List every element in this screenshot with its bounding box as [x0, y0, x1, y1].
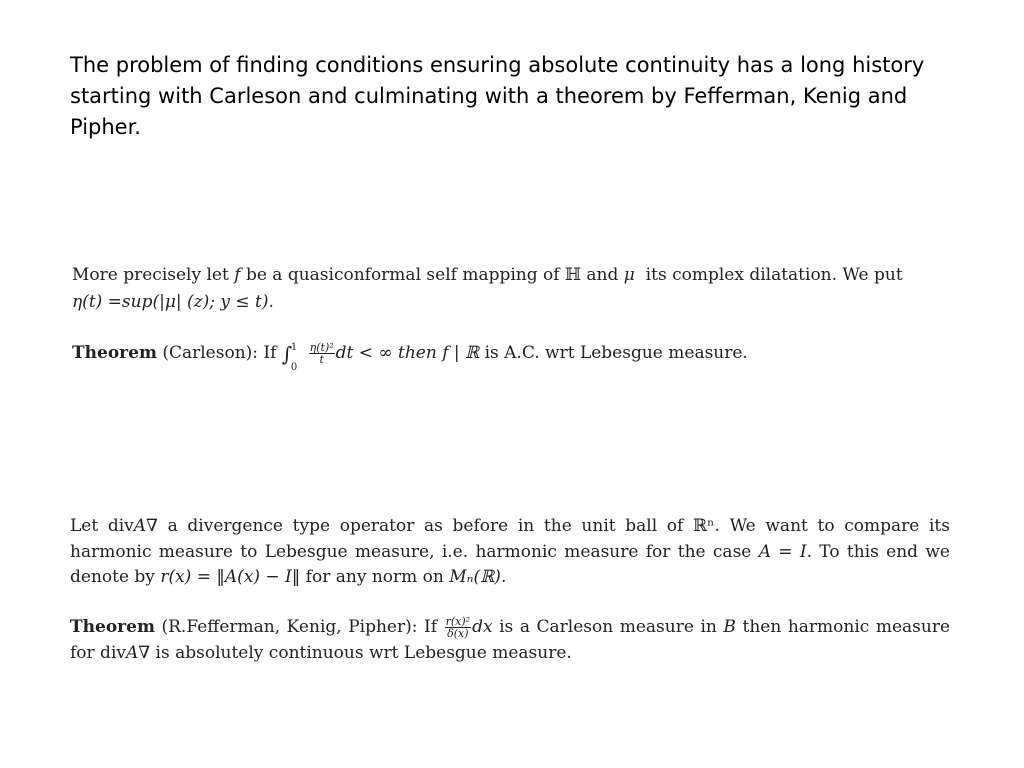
- math-text: dt < ∞ then: [335, 343, 437, 363]
- restriction: f | ℝ: [442, 343, 480, 363]
- math-upper-half-plane: ℍ: [564, 265, 582, 285]
- text: its complex dilatation. We put: [645, 265, 903, 285]
- conclusion: is A.C. wrt Lebesgue measure.: [484, 343, 748, 363]
- theorem-attribution: (Carleson): If: [162, 343, 277, 363]
- dilatation-definition: [72, 262, 992, 316]
- theorem-attribution: (R.Fefferman, Kenig, Pipher): If: [161, 617, 438, 637]
- text: be a quasiconformal self mapping of: [245, 265, 560, 285]
- text: Let div: [70, 516, 134, 536]
- math-A-nabla: A∇: [133, 516, 158, 536]
- operator-paragraph: [70, 514, 950, 591]
- math-Rn: ℝⁿ: [693, 516, 715, 536]
- text: then harmonic measure for div: [70, 617, 951, 663]
- math-Mn: Mₙ(ℝ).: [449, 567, 507, 587]
- text: is a Carleson measure in: [499, 617, 717, 637]
- math-r-def: r(x) = ‖A(x) − I‖: [160, 567, 301, 587]
- eta-definition: η(t) =sup(|μ| (z); y ≤ t).: [72, 292, 274, 312]
- fkp-theorem: [70, 614, 950, 666]
- math-text: dx: [472, 617, 493, 637]
- fraction: $\frac{\text{η(t)²}}{t}$: [309, 341, 334, 366]
- text: . We want to compare its harmonic measure to Lebesgue measure, i.e. harmonic measure for the case: [70, 516, 950, 562]
- text: is absolutely continuous wrt Lebesgue measure.: [155, 643, 572, 663]
- integral-symbol: ∫ 1 0: [281, 342, 298, 373]
- carleson-theorem: [72, 340, 972, 373]
- theorem-label: Theorem: [70, 617, 155, 637]
- text: . To this end we denote by: [70, 541, 950, 587]
- text: and: [586, 265, 619, 285]
- text: More precisely let: [72, 265, 229, 285]
- math-A-nabla: A∇: [125, 643, 151, 663]
- math-f: f: [234, 265, 241, 285]
- math-mu: μ: [623, 265, 635, 285]
- math-B: B: [723, 617, 736, 637]
- math-A-eq-I: A = I: [758, 541, 807, 562]
- theorem-label: Theorem: [72, 343, 157, 363]
- text: for any norm on: [305, 567, 444, 587]
- text: a divergence type operator as before in the unit ball of: [167, 516, 684, 536]
- fraction: $\frac{\text{r(x)²}}{\delta(x)}$: [445, 615, 471, 640]
- intro-paragraph: The problem of finding conditions ensuring absolute continuity has a long history starting with Carleson and culminating with a theorem by Fefferman, Kenig and Pipher.: [70, 53, 925, 139]
